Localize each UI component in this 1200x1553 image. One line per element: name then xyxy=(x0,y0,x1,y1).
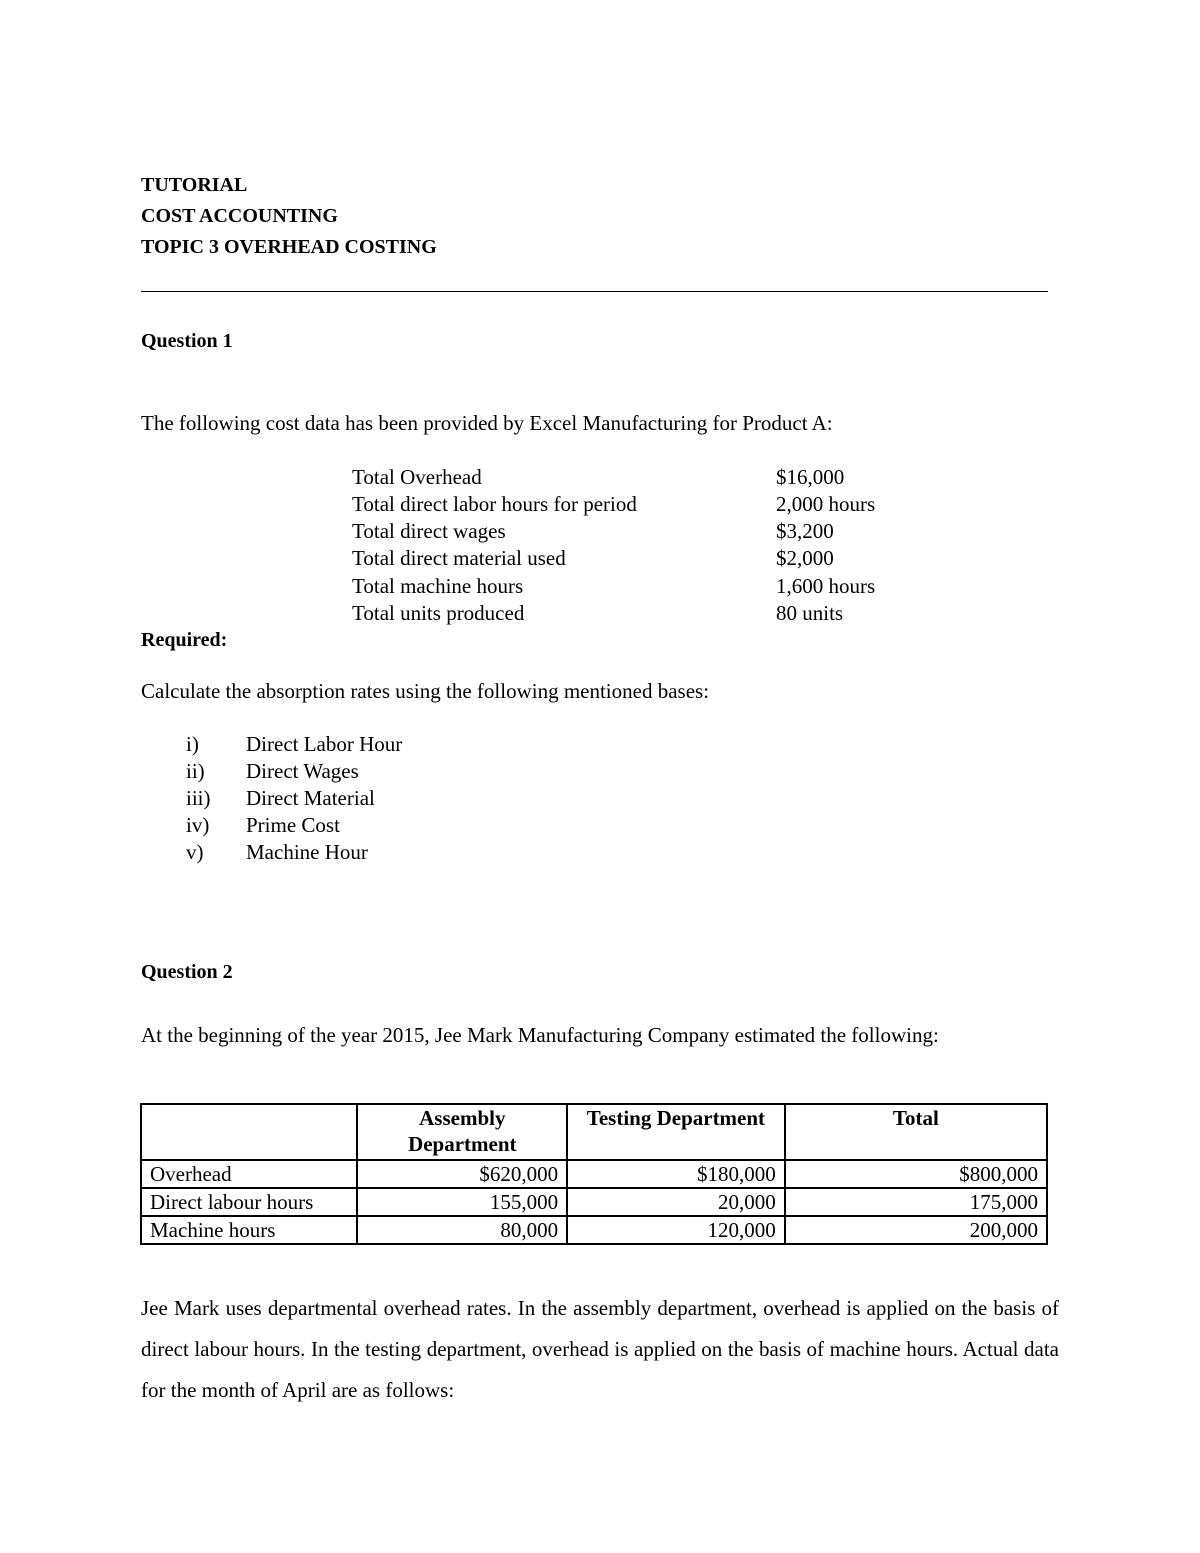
cost-item-value: 1,600 hours xyxy=(776,574,876,598)
list-item xyxy=(186,759,359,784)
question-2-title: Question 2 xyxy=(141,961,233,983)
row-label: Machine hours xyxy=(141,1216,357,1244)
table-header-cell: Testing Department xyxy=(567,1104,785,1160)
question-2-paragraph: Jee Mark uses departmental overhead rates. In the assembly department, overhead is applied on the basis of direct labour hours. In the testing department, overhead is applied on the basis of machine hours. Actual data for the month of April are as follows: xyxy=(141,1296,1059,1402)
cost-item-value: $3,200 xyxy=(776,519,834,543)
list-item xyxy=(186,840,368,865)
estimates-table xyxy=(140,1103,1048,1245)
row-label: Overhead xyxy=(141,1160,357,1188)
question-1-intro: The following cost data has been provided by Excel Manufacturing for Product A: xyxy=(141,411,833,435)
table-header-cell: Assembly Department xyxy=(357,1104,567,1160)
list-number: iv) xyxy=(186,813,210,837)
table-cell: 20,000 xyxy=(567,1188,785,1216)
table-cell: 155,000 xyxy=(357,1188,567,1216)
table-cell: $800,000 xyxy=(785,1160,1047,1188)
list-number: ii) xyxy=(186,759,205,783)
topic-title: TOPIC 3 OVERHEAD COSTING xyxy=(141,236,437,258)
doc-title: TUTORIAL xyxy=(141,174,248,196)
table-cell: $620,000 xyxy=(357,1160,567,1188)
table-header-cell: Total xyxy=(785,1104,1047,1160)
cost-item-label: Total direct labor hours for period xyxy=(352,492,637,516)
list-item xyxy=(186,732,402,757)
cost-item-value: 2,000 hours xyxy=(776,492,876,516)
cost-item-label: Total direct material used xyxy=(352,546,566,570)
question-1-instruction: Calculate the absorption rates using the following mentioned bases: xyxy=(141,679,710,703)
table-cell: 200,000 xyxy=(785,1216,1047,1244)
course-name: COST ACCOUNTING xyxy=(141,205,338,227)
list-text: Direct Wages xyxy=(246,759,359,783)
table-cell: 80,000 xyxy=(357,1216,567,1244)
cost-item-label: Total units produced xyxy=(352,601,525,625)
row-label: Direct labour hours xyxy=(141,1188,357,1216)
table-cell: 175,000 xyxy=(785,1188,1047,1216)
list-text: Machine Hour xyxy=(246,840,368,864)
list-text: Direct Material xyxy=(246,786,375,810)
list-text: Prime Cost xyxy=(246,813,340,837)
header-divider xyxy=(141,291,1048,292)
required-heading: Required: xyxy=(141,629,228,651)
question-2-intro: At the beginning of the year 2015, Jee Mark Manufacturing Company estimated the following: xyxy=(141,1023,939,1047)
list-text: Direct Labor Hour xyxy=(246,732,403,756)
table-header-row xyxy=(141,1104,1047,1160)
list-item xyxy=(186,786,375,811)
table-row xyxy=(141,1216,1047,1244)
cost-item-label: Total machine hours xyxy=(352,574,524,598)
cost-item-value: 80 units xyxy=(776,601,844,625)
list-item xyxy=(186,813,340,838)
table-cell: $180,000 xyxy=(567,1160,785,1188)
list-number: i) xyxy=(186,732,199,756)
cost-item-label: Total Overhead xyxy=(352,465,482,489)
cost-item-value: $2,000 xyxy=(776,546,834,570)
table-header-cell xyxy=(141,1104,357,1160)
list-number: v) xyxy=(186,840,204,864)
question-1-title: Question 1 xyxy=(141,330,233,352)
table-row xyxy=(141,1188,1047,1216)
list-number: iii) xyxy=(186,786,211,810)
cost-item-label: Total direct wages xyxy=(352,519,506,543)
cost-item-value: $16,000 xyxy=(776,465,845,489)
table-cell: 120,000 xyxy=(567,1216,785,1244)
table-row xyxy=(141,1160,1047,1188)
